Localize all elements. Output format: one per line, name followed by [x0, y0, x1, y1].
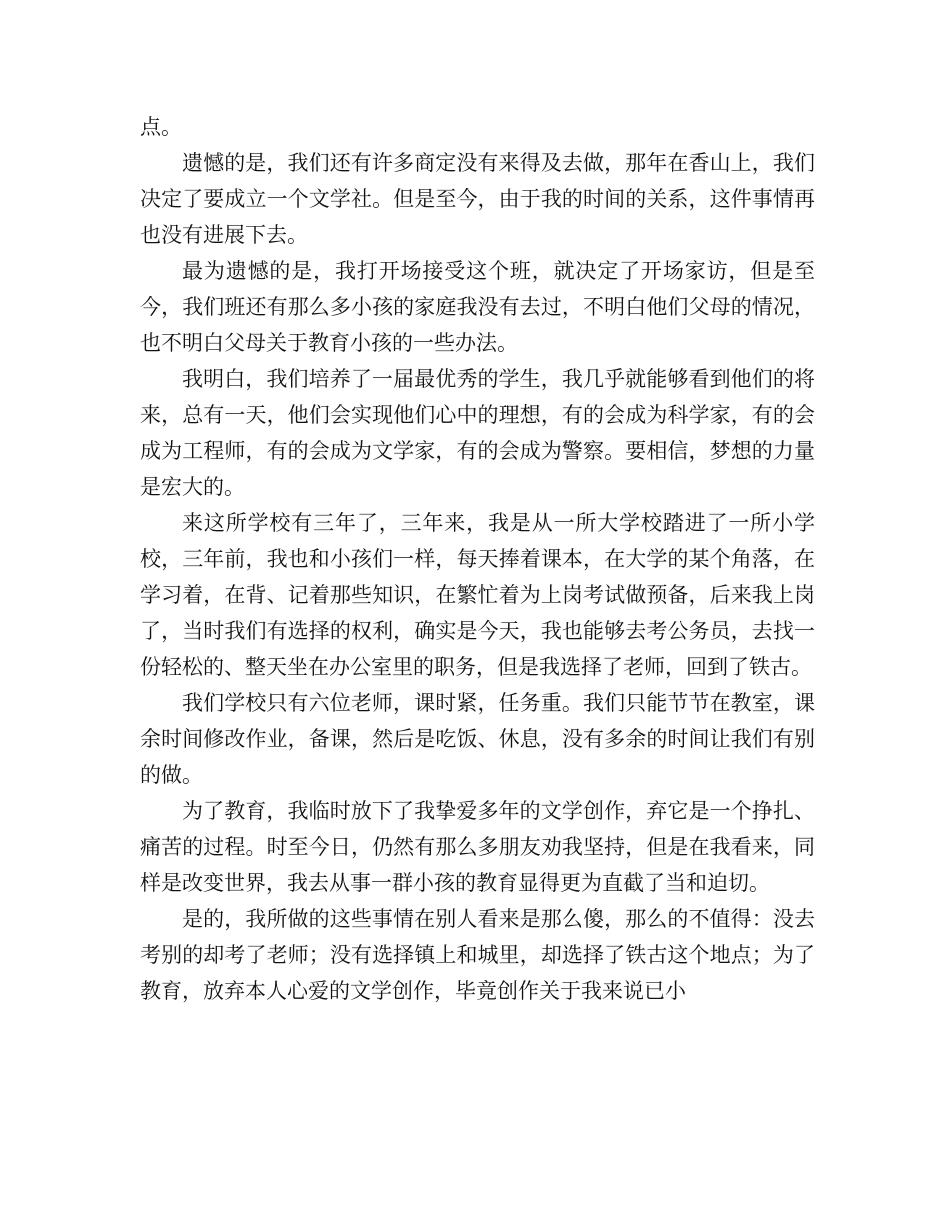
paragraph-continuation: 点。	[140, 115, 182, 139]
paragraph-literary-creation: 为了教育，我临时放下了我挚爱多年的文学创作，弃它是一个挣扎、痛苦的过程。时至今日，仍然有那么多朋友劝我坚持，但是在我看来，同样是改变世界，我去从事一群小孩的教育显得更为直截了当和迫切。	[140, 799, 815, 895]
paragraph-choices: 是的，我所做的这些事情在别人看来是那么傻，那么的不值得：没去考别的却考了老师；没有选择镇上和城里，却选择了铁古这个地点；为了教育，放弃本人心爱的文学创作，毕竟创作关于我来说已小	[140, 907, 815, 1003]
paragraph-six-teachers: 我们学校只有六位老师，课时紧，任务重。我们只能节节在教室，课余时间修改作业，备课，然后是吃饭、休息，没有多余的时间让我们有别的做。	[140, 691, 815, 787]
paragraph-literary-club: 遗憾的是，我们还有许多商定没有来得及去做，那年在香山上，我们决定了要成立一个文学社。但是至今，由于我的时间的关系，这件事情再也没有进展下去。	[140, 151, 815, 247]
paragraph-students-future: 我明白，我们培养了一届最优秀的学生，我几乎就能够看到他们的将来，总有一天，他们会实现他们心中的理想，有的会成为科学家，有的会成为工程师，有的会成为文学家，有的会成为警察。要相信，梦想的力量是宏大的。	[140, 367, 815, 499]
paragraph-home-visits: 最为遗憾的是，我打开场接受这个班，就决定了开场家访，但是至今，我们班还有那么多小孩的家庭我没有去过，不明白他们父母的情况，也不明白父母关于教育小孩的一些办法。	[140, 259, 815, 355]
document-body	[140, 109, 815, 1009]
paragraph-three-years: 来这所学校有三年了，三年来，我是从一所大学校踏进了一所小学校，三年前，我也和小孩们一样，每天捧着课本，在大学的某个角落，在学习着，在背、记着那些知识，在繁忙着为上岗考试做预备，后来我上岗了，当时我们有选择的权利，确实是今天，我也能够去考公务员，去找一份轻松的、整天坐在办公室里的职务，但是我选择了老师，回到了铁古。	[140, 511, 815, 679]
